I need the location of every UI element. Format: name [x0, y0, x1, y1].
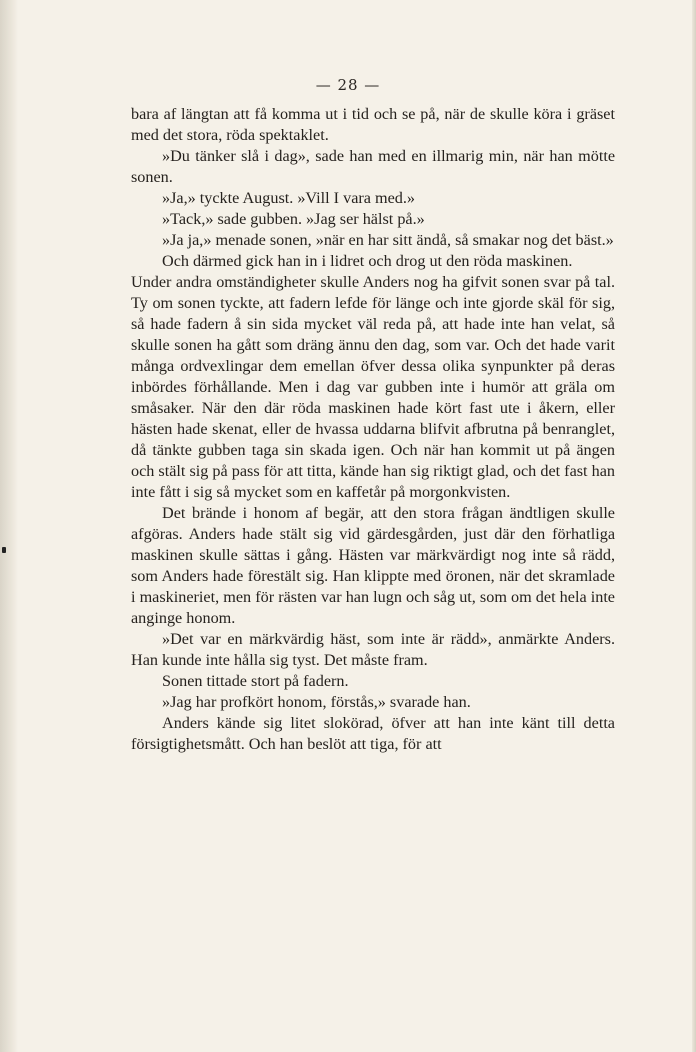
paragraph: »Tack,» sade gubben. »Jag ser hälst på.» [162, 210, 425, 228]
paragraph: Under andra omständigheter skulle Anders nog ha gifvit sonen svar på tal. Ty om sonen tyckte, att fadern lefde för länge och inte gjorde skäl för sig, så hade fadern å sin sida mycket väl reda på, att hade inte han velat, så skulle sonen ha gått som dräng ännu den dag, som var. Och det hade varit många ordvexlingar dem emellan öfver dessa olika synpunkter på deras inbördes förhållande. Men i dag var gubben inte i humör att gräla om småsaker. När den där röda maskinen hade kört fast ute i åkern, eller hästen hade skenat, eller de hvassa uddarna blifvit afbrutna på benranglet, då tänkte gubben taga sin skada igen. Och när han kommit ut på ängen och stält sig på pass för att titta, kände han sig riktigt glad, och det fast han inte fått i sig så mycket som en kaffetår på morgonkvisten. [131, 273, 615, 501]
paragraph: Det brände i honom af begär, att den stora frågan ändtligen skulle afgöras. Anders hade stält sig vid gärdesgården, just där den förhatliga maskinen skulle sättas i gång. Hästen var märkvärdigt nog inte så rädd, som Anders hade förestält sig. Han klippte med öronen, när det skramlade i maskineriet, men för rästen var han lugn och såg ut, som om det hela inte anginge honom. [131, 504, 615, 627]
paragraph: »Ja,» tyckte August. »Vill I vara med.» [162, 189, 416, 207]
paragraph: »Ja ja,» menade sonen, »när en har sitt ändå, så smakar nog det bäst.» [162, 231, 614, 249]
paragraph: Och därmed gick han in i lidret och drog ut den röda maskinen. [162, 252, 573, 270]
page-number: — 28 — [315, 76, 381, 94]
page-binding-shadow [0, 0, 18, 1052]
margin-mark [2, 547, 6, 553]
paragraph: Sonen tittade stort på fadern. [162, 672, 349, 690]
page-edge [692, 0, 696, 1052]
paragraph: bara af längtan att få komma ut i tid och se på, när de skulle köra i gräset med det stora, röda spektaklet. [131, 105, 615, 144]
paragraph: »Jag har profkört honom, förstås,» svarade han. [162, 693, 471, 711]
paragraph: »Du tänker slå i dag», sade han med en illmarig min, när han mötte sonen. [131, 147, 615, 186]
paragraph: »Det var en märkvärdig häst, som inte är rädd», anmärkte Anders. Han kunde inte hålla sig tyst. Det måste fram. [131, 630, 615, 669]
body-text [131, 104, 615, 755]
paragraph: Anders kände sig litet slokörad, öfver att han inte känt till detta försigtighetsmått. Och han beslöt att tiga, för att [131, 714, 615, 753]
